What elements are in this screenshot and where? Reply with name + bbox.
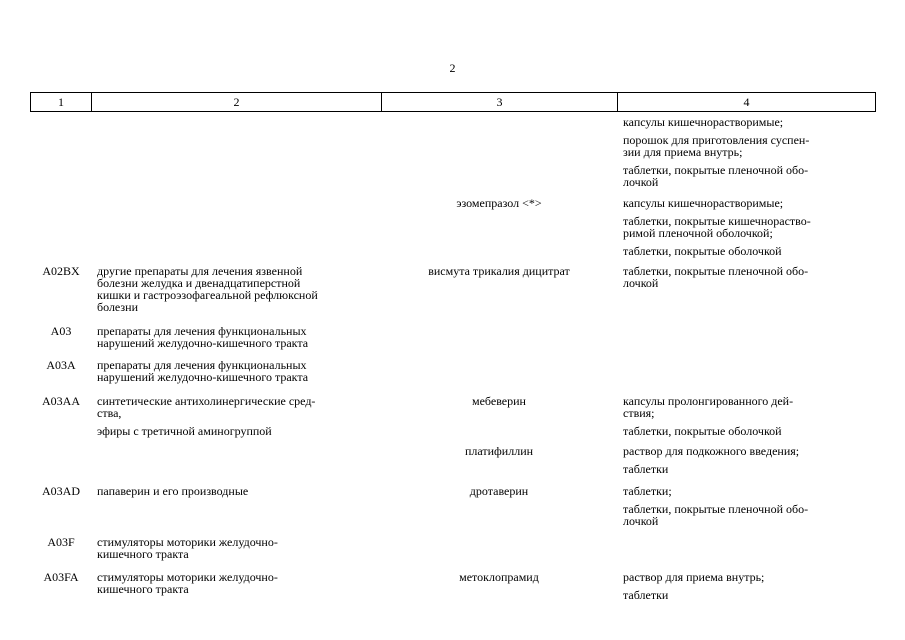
dosage-form: порошок для приготовления суспен- зии для приема внутрь; [623,133,810,159]
dosage-forms [623,571,873,601]
dosage-forms [623,197,873,257]
dosage-forms [623,116,873,188]
atc-code: A03 [50,324,72,338]
drug-inn: мебеверин [472,394,526,408]
dosage-form: раствор для подкожного введения; [623,444,800,458]
dosage-form: таблетки, покрытые пленочной обо- лочкой [623,502,809,528]
drug-inn: дротаверин [469,484,529,498]
drug-inn: платифиллин [464,444,534,458]
header-col-4: 4 [743,95,750,109]
group-name-line: эфиры с третичной аминогруппой [97,424,272,438]
atc-group-name [97,485,382,497]
dosage-form: таблетки, покрытые пленочной обо- лочкой [623,264,809,290]
dosage-form: таблетки [623,588,669,602]
atc-code: A03AD [42,484,80,498]
dosage-form: таблетки; [623,484,672,498]
page-number: 2 [449,61,456,75]
dosage-form: капсулы кишечнорастворимые; [623,196,784,210]
atc-group-name [97,265,382,313]
drug-inn: висмута трикалия дицитрат [428,264,570,278]
dosage-forms [623,395,873,437]
atc-group-name [97,571,382,595]
atc-group-name [97,359,382,383]
dosage-form: таблетки, покрытые пленочной обо- лочкой [623,163,809,189]
group-name-line: стимуляторы моторики желудочно- кишечного тракта [97,535,278,561]
dosage-form: таблетки, покрытые кишечнораство- римой пленочной оболочкой; [623,214,811,240]
dosage-form: капсулы кишечнорастворимые; [623,115,784,129]
group-name-line: препараты для лечения функциональных нарушений желудочно-кишечного тракта [97,358,309,384]
atc-group-name [97,395,382,437]
dosage-form: раствор для приема внутрь; [623,570,765,584]
group-name-line: стимуляторы моторики желудочно- кишечного тракта [97,570,278,596]
dosage-forms [623,445,873,475]
atc-group-name [97,536,382,560]
drug-inn: метоклопрамид [459,570,539,584]
atc-code: A02BX [42,264,80,278]
group-name-line: папаверин и его производные [97,484,249,498]
atc-code: A03A [46,358,76,372]
dosage-form: таблетки, покрытые оболочкой [623,424,782,438]
dosage-forms [623,485,873,527]
group-name-line: другие препараты для лечения язвенной болезни желудка и двенадцатиперстной кишки и гастроэзофагеальной рефлюксной болезни [97,264,318,314]
atc-code: A03AA [42,394,80,408]
header-col-3: 3 [382,93,618,111]
drug-inn: эзомепразол <*> [456,196,542,210]
group-name-line: препараты для лечения функциональных нарушений желудочно-кишечного тракта [97,324,309,350]
atc-code: A03F [47,535,75,549]
dosage-forms [623,265,873,289]
header-col-2: 2 [92,93,382,111]
group-name-line: синтетические антихолинергические сред- ства, [97,394,316,420]
dosage-form: капсулы пролонгированного дей- ствия; [623,394,794,420]
atc-group-name [97,325,382,349]
dosage-form: таблетки [623,462,669,476]
header-col-1: 1 [31,93,92,111]
atc-code: A03FA [43,570,79,584]
dosage-form: таблетки, покрытые оболочкой [623,244,782,258]
